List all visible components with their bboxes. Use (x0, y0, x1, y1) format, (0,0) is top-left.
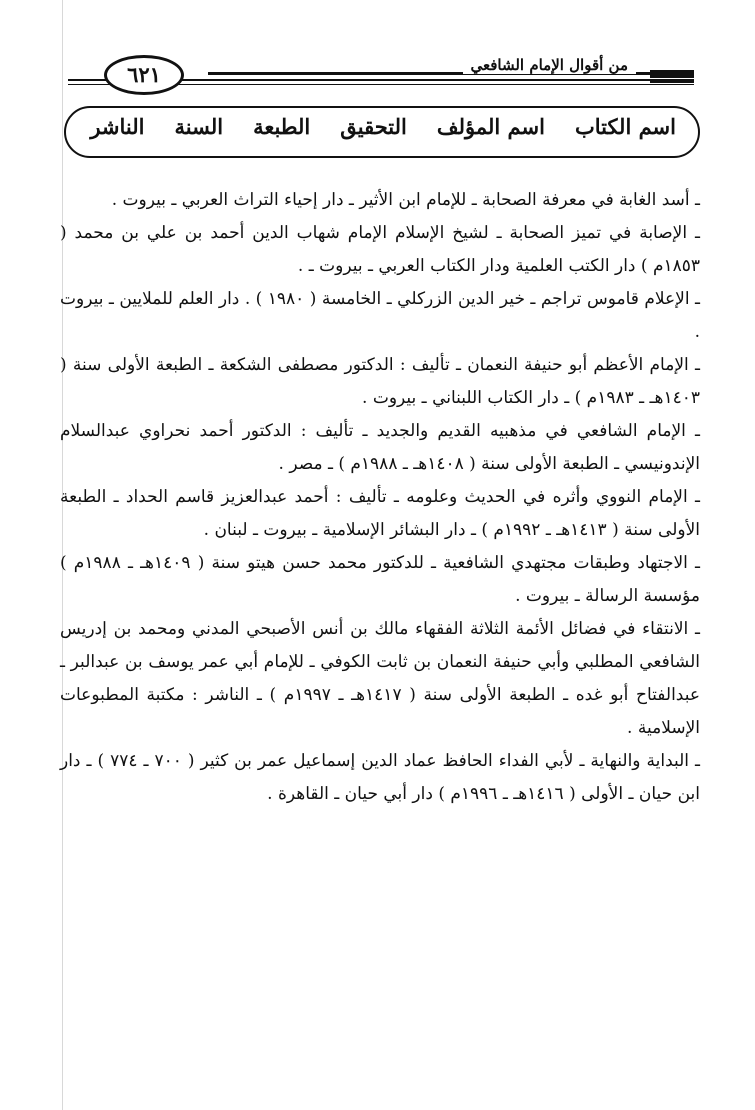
column-labels (90, 114, 676, 139)
label-year: السنة (174, 114, 224, 139)
label-book-title: اسم الكتاب (574, 114, 676, 139)
page-number: ٦٢١ (104, 55, 184, 95)
bibliography-entry: ـ الإمام الأعظم أبو حنيفة النعمان ـ تأليف : الدكتور مصطفى الشكعة ـ الطبعة الأولى سنة ( ١٤٠٣هـ ـ ١٩٨٣م ) ـ دار الكتاب اللبناني ـ بيروت . (60, 355, 700, 408)
bibliography-entry: ـ الانتقاء في فضائل الأئمة الثلاثة الفقهاء مالك بن أنس الأصبحي المدني ومحمد بن إدريس الشافعي المطلبي وأبي حنيفة النعمان بن ثابت الكوفي ـ للإمام أبي عمر يوسف بن عبدالبر ـ عبدالفتاح أبو غده ـ الطبعة الأولى سنة ( ١٤١٧هـ ـ ١٩٩٧م ) ـ الناشر : مكتبة المطبوعات الإسلامية . (60, 619, 700, 738)
label-edition: الطبعة (253, 114, 311, 139)
bibliography-entry: ـ الإصابة في تميز الصحابة ـ لشيخ الإسلام الإمام شهاب الدين أحمد بن علي بن محمد ( ١٨٥٣م ) دار الكتب العلمية ودار الكتاب العربي ـ بيروت ـ . (60, 223, 700, 276)
label-author: اسم المؤلف (436, 114, 545, 139)
bibliography-entry: ـ البداية والنهاية ـ لأبي الفداء الحافظ عماد الدين إسماعيل عمر بن كثير ( ٧٠٠ ـ ٧٧٤ ) ـ دار ابن حيان ـ الأولى ( ١٤١٦هـ ـ ١٩٩٦م ) دار أبي حيان ـ القاهرة . (60, 751, 700, 804)
bibliography-entry: ـ أسد الغابة في معرفة الصحابة ـ للإمام ابن الأثير ـ دار إحياء التراث العربي ـ بيروت . (111, 190, 700, 210)
bibliography-entry: ـ الإمام النووي وأثره في الحديث وعلومه ـ تأليف : أحمد عبدالعزيز قاسم الحداد ـ الطبعة الأولى سنة ( ١٤١٣هـ ـ ١٩٩٢م ) ـ دار البشائر الإسلامية ـ بيروت ـ لبنان . (60, 487, 700, 540)
column-labels-box (64, 106, 700, 158)
bibliography-list (60, 184, 700, 811)
bibliography-entry: ـ الإعلام قاموس تراجم ـ خير الدين الزركلي ـ الخامسة ( ١٩٨٠ ) . دار العلم للملايين ـ بيروت . (60, 289, 700, 342)
bibliography-entry: ـ الاجتهاد وطبقات مجتهدي الشافعية ـ للدكتور محمد حسن هيتو سنة ( ١٤٠٩هـ ـ ١٩٨٨م ) مؤسسة الرسالة ـ بيروت . (60, 553, 701, 606)
running-title: من أقوال الإمام الشافعي (463, 56, 637, 74)
header-ornament (650, 70, 694, 86)
label-publisher: الناشر (90, 114, 145, 139)
label-editor: التحقيق (340, 114, 407, 139)
bibliography-entry: ـ الإمام الشافعي في مذهبيه القديم والجديد ـ تأليف : الدكتور أحمد نحراوي عبدالسلام الإندونيسي ـ الطبعة الأولى سنة ( ١٤٠٨هـ ـ ١٩٨٨م ) ـ مصر . (60, 421, 700, 474)
running-header (58, 52, 698, 96)
